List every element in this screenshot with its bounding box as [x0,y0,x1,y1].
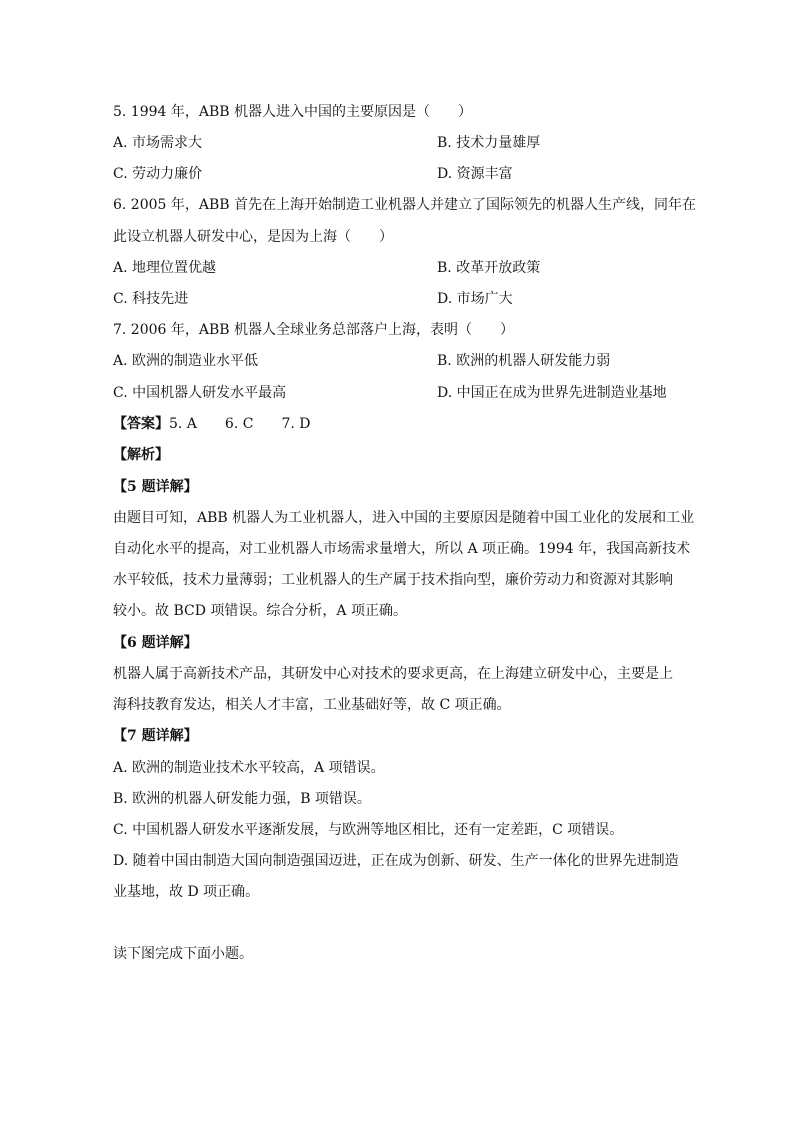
answer-line [113,414,683,434]
reading-prompt: 读下图完成下面小题。 [113,946,253,962]
question-5-option-a: A. 市场需求大 [113,135,203,151]
question-7-option-a: A. 欧洲的制造业水平低 [113,353,259,369]
detail-7-line-3: C. 中国机器人研发水平逐渐发展，与欧洲等地区相比，还有一定差距，C 项错误。 [113,822,624,838]
question-6-option-b: B. 改革开放政策 [437,260,541,276]
question-7-option-c: C. 中国机器人研发水平最高 [113,385,287,401]
detail-5-line-3: 水平较低，技术力量薄弱；工业机器人的生产属于技术指向型，廉价劳动力和资源对其影响 [113,572,673,588]
detail-7-label: 【7 题详解】 [113,728,198,744]
question-5-option-d: D. 资源丰富 [437,166,513,182]
question-6-option-d: D. 市场广大 [437,291,513,307]
question-7-stem: 7. 2006 年，ABB 机器人全球业务总部落户上海，表明（ ） [113,322,515,338]
question-7-option-b: B. 欧洲的机器人研发能力弱 [437,353,611,369]
question-5-stem: 5. 1994 年，ABB 机器人进入中国的主要原因是（ ） [113,104,473,120]
question-6-stem-line1: 6. 2005 年，ABB 首先在上海开始制造工业机器人并建立了国际领先的机器人生产线，同年在 [113,197,697,213]
answer-label: 【答案】 [113,416,169,432]
detail-6-line-2: 海科技教育发达，相关人才丰富，工业基础好等，故 C 项正确。 [113,697,511,713]
answer-item-5: 5. A [169,416,197,432]
question-6-option-c: C. 科技先进 [113,291,189,307]
question-5-option-c: C. 劳动力廉价 [113,166,203,182]
answer-item-7: 7. D [281,416,311,432]
question-7-option-d: D. 中国正在成为世界先进制造业基地 [437,385,667,401]
detail-5-label: 【5 题详解】 [113,479,198,495]
question-6-option-a: A. 地理位置优越 [113,260,217,276]
detail-7-line-2: B. 欧洲的机器人研发能力强，B 项错误。 [113,791,371,807]
answer-item-6: 6. C [224,416,254,432]
detail-7-line-5: 业基地，故 D 项正确。 [113,884,260,900]
question-5-option-b: B. 技术力量雄厚 [437,135,541,151]
detail-7-line-4: D. 随着中国由制造大国向制造强国迈进，正在成为创新、研发、生产一体化的世界先进制造 [113,853,679,869]
detail-6-line-1: 机器人属于高新技术产品，其研发中心对技术的要求更高，在上海建立研发中心，主要是上 [113,666,673,682]
detail-5-line-4: 较小。故 BCD 项错误。综合分析，A 项正确。 [113,603,407,619]
question-6-stem-line2: 此设立机器人研发中心，是因为上海（ ） [113,229,393,245]
analysis-label: 【解析】 [113,447,169,463]
detail-6-label: 【6 题详解】 [113,635,198,651]
detail-5-line-2: 自动化水平的提高，对工业机器人市场需求量增大，所以 A 项正确。1994 年，我国高新技术 [113,541,691,557]
detail-5-line-1: 由题目可知，ABB 机器人为工业机器人，进入中国的主要原因是随着中国工业化的发展和工业 [113,510,695,526]
detail-7-line-1: A. 欧洲的制造业技术水平较高，A 项错误。 [113,760,385,776]
